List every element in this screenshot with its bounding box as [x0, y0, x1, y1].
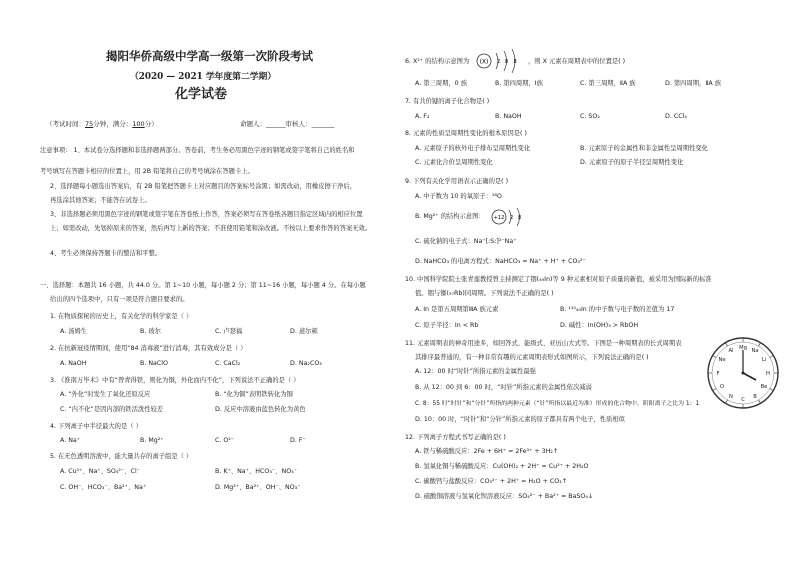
- option-b: B. 氢氧化铜与稀硫酸反应：Cu(OH)₂ + 2H⁺ = Cu²⁺ + 2H₂O: [415, 463, 589, 470]
- option-b: B. K⁺、Na⁺、HCO₃⁻、NO₃⁻: [215, 468, 298, 475]
- option-c: C. OH⁻、HCO₃⁻、Ba²⁺、Na⁺: [60, 484, 147, 491]
- question-12-stem: 12. 下列离子方程式书写正确的是( ): [405, 434, 506, 441]
- notice-line: 注意事项： 1、本试卷分选择题和非选择题两部分。答卷前，考生务必用黑色字迹的钢笔或签字笔将自己的姓名和: [40, 147, 355, 154]
- question-6-suffix: ，则 X 元素在周期表中的位置是( ): [528, 58, 626, 65]
- section-heading: 给出的四个选项中，只有一项是符合题目要求的。: [50, 296, 189, 303]
- option-d: D. 10：00 时，“时针”和“分针”所指元素的原子都具有两个电子，性质相似: [415, 416, 625, 423]
- option-a: A. F₂: [415, 113, 430, 120]
- option-c: C. 8：55 时“时针”和“分针”所指的两种元素（“针”所指以最近为准）形成的化合物中，阴阳离子之比为 1：1: [415, 401, 700, 407]
- option-b: B. Mg²⁺ 的结构示意图：: [415, 213, 485, 220]
- option-c: C. 第三周期，ⅡA 族: [580, 80, 636, 87]
- clock-label: C: [741, 397, 745, 403]
- option-d: D. 碱性：In(OH)₃ > RbOH: [560, 322, 639, 329]
- option-c: C. 卢瑟福: [215, 328, 243, 335]
- shell-count: 8: [505, 59, 509, 65]
- option-b: B. 从 12：00 到 6：00 时，“时针”所指元素的金属性依次减弱: [415, 384, 592, 391]
- option-a: A. 12：00 时“时针”所指元素的金属性最强: [415, 368, 536, 375]
- option-b: B. “化为铜”表明铁转化为铜: [215, 391, 293, 398]
- exam-info: [46, 120, 158, 128]
- option-a: A. 中子数为 10 的氧原子：¹⁸O: [415, 193, 502, 200]
- clock-label: Be: [760, 384, 768, 390]
- diagram-nucleus-label: (X): [479, 58, 489, 66]
- clock-label: Mg: [739, 345, 747, 351]
- clock-center: [742, 372, 745, 375]
- time-label: （考试时间：: [46, 120, 85, 128]
- question-11-stem: 11. 元素周期表的神奇用途多，如回答式、能级式、亚历山大式等。下图是一种周期表的长式周期表: [405, 340, 682, 347]
- question-4-stem: 4. 下列离子中半径最大的是（ ）: [50, 423, 142, 430]
- question-2-stem: 2. 在抗新冠疫情期间，使用“84 消毒液”进行消毒，其有效成分是（ ）: [50, 345, 247, 352]
- option-b: B. 玻尔: [140, 328, 161, 335]
- clock-label: Li: [761, 357, 767, 363]
- clock-label: O: [719, 384, 725, 390]
- year-line: （2020 — 2021 学年度第二学期）: [130, 72, 277, 82]
- notice-line: 考号填写在答题卡相应的位置上，用 2B 铅笔将自己的考号填涂在答题卡上。: [40, 168, 254, 175]
- score-unit: 分）: [144, 120, 158, 128]
- question-9-stem: 9. 下列有关化学用语表示正确的是( ): [405, 178, 509, 185]
- option-a: A. “外化”时发生了氧化还原反应: [60, 391, 151, 398]
- clock-label: Al: [728, 348, 734, 354]
- clock-label: Na: [751, 348, 759, 354]
- option-d: D. Mg²⁺、Ba²⁺、OH⁻、NO₃⁻: [215, 484, 301, 491]
- option-d: D. 元素原子的原子半径呈周期性变化: [580, 159, 684, 166]
- option-a: A. 汤姆生: [60, 328, 88, 335]
- clock-label: F: [716, 371, 720, 377]
- clock-label: Ne: [718, 357, 726, 363]
- question-6-stem: 6. X²⁺ 的结构示意图为: [405, 58, 470, 65]
- option-c: C. SO₂: [580, 113, 600, 120]
- option-b: B. NaClO: [140, 360, 168, 367]
- option-b: B. 第四周期，Ⅰ族: [495, 80, 543, 87]
- option-a: A. 元素原子的核外电子排布呈周期性变化: [415, 145, 531, 152]
- shell-count: 2: [510, 215, 514, 221]
- option-d: D. NaHCO₃ 的电离方程式：NaHCO₃ = Na⁺ + H⁺ + CO₃²⁻: [415, 258, 586, 265]
- shell-count: 8: [513, 59, 517, 65]
- section-heading: 一、选择题：本题共 16 小题，共 44.0 分。第 1~10 小题，每小题 2 分；第 11~16 小题，每小题 4 分。在每小题: [40, 282, 366, 289]
- notice-line: 3、非选择题必须用黑色字迹的钢笔或签字笔在答卷纸上作答，答案必须写在答卷纸各题目指定区域内的相应位置: [50, 211, 363, 218]
- clock-label: B: [753, 394, 757, 400]
- diagram-nucleus-label: +12: [493, 215, 505, 222]
- notice-line: 再选涂其他答案；不能答在试卷上。: [50, 197, 151, 204]
- score-value: 100: [132, 120, 145, 128]
- option-a: A. NaOH: [60, 360, 87, 367]
- option-b: B. 元素原子的金属性和非金属性呈周期性变化: [580, 145, 708, 152]
- option-c: C. O²⁻: [215, 437, 235, 444]
- option-c: C. “内不化”是因内部的铁活泼性较差: [60, 406, 164, 413]
- mg-ion-structure-diagram: [490, 206, 526, 228]
- option-a: A. 铁与稀硫酸反应：2Fe + 6H⁺ = 2Fe³⁺ + 3H₂↑: [415, 448, 559, 455]
- option-b: B. NaOH: [495, 113, 522, 120]
- option-c: C. 碳酸钙与盐酸反应：CO₃²⁻ + 2H⁺ = H₂O + CO₂↑: [415, 478, 568, 485]
- shell-count: 2: [497, 59, 501, 65]
- question-11-stem-cont: 其排序最普通的，有一种非常有趣的元素周期表形式如图所示，下列说法正确的是( ): [415, 354, 649, 361]
- question-8-stem: 8. 元素的性质呈周期性变化的根本原因是( ): [405, 130, 527, 137]
- question-7-stem: 7. 有共价键的离子化合物是( ): [405, 98, 490, 105]
- option-c: C. CaCl₂: [215, 360, 241, 367]
- shell-count: 8: [518, 215, 522, 221]
- time-unit: 分钟，满分：: [93, 120, 133, 128]
- clock-label: H: [766, 371, 770, 377]
- subject-title: 化学试卷: [175, 87, 228, 102]
- option-c: C. 原子半径：In < Rb: [415, 322, 479, 329]
- question-1-stem: 1. 在物质探秘的历史上，有关化学的科学家是（ ）: [50, 313, 193, 320]
- option-a: A. In 是第五周期第ⅢA 族元素: [415, 306, 499, 313]
- option-d: D. F⁻: [290, 437, 306, 444]
- clock-periodic-table-diagram: [706, 336, 780, 410]
- option-a: A. 第三周期，0 族: [415, 80, 467, 87]
- question-5-stem: 5. 在无色透明溶液中，能大量共存的离子组是（ ）: [50, 453, 193, 460]
- notice-line: 上；如需改动，先划掉原来的答案，然后再写上新的答案；不准使用铅笔和涂改液。不按以上要求作答的答案无效。: [50, 225, 372, 232]
- setter-line: 命题人：______审核人：_______: [240, 120, 335, 128]
- notice-line: 2、选择题每小题选出答案后，有 2B 铅笔把答题卡上对应题目的答案标号涂黑；如需改动，用橡皮擦干净后，: [50, 183, 356, 190]
- option-d: D. 反应中溶液由蓝色转化为黄色: [215, 406, 306, 413]
- question-10-stem: 10. 中国科学院院士张青莲教授曾主持测定了铟(₄₉In)等 9 种元素相对原子质量的新值，被采用为国际新的标准: [405, 276, 712, 283]
- question-10-stem-cont: 值。铟与铷(₃₇Rb)同周期。下列说法不正确的是( ): [415, 290, 554, 297]
- time-value: 75: [85, 120, 94, 128]
- option-d: D. Na₂CO₃: [290, 360, 322, 367]
- option-a: A. Cu²⁺、Na⁺、SO₄²⁻、Cl⁻: [60, 468, 141, 475]
- option-c: C. 元素化合价呈周期性变化: [415, 159, 493, 166]
- school-title: 揭阳华侨高级中学高一级第一次阶段考试: [106, 49, 313, 63]
- option-b: B. ¹¹⁵₄₉In 的中子数与电子数的差值为 17: [560, 306, 675, 313]
- option-c: C. 硫化钠的电子式：Na⁺[:S:]²⁻Na⁺: [415, 238, 517, 245]
- option-d: D. 道尔顿: [290, 328, 318, 335]
- option-a: A. Na⁺: [60, 437, 81, 444]
- option-d: D. 第四周期，ⅡA 族: [665, 80, 722, 87]
- option-d: D. 硫酸铜溶液与氢氧化钡溶液反应：SO₄²⁻ + Ba²⁺ = BaSO₄↓: [415, 493, 594, 500]
- notice-line: 4、考生必须保持答题卡的整洁和平整。: [50, 250, 162, 257]
- clock-label: N: [729, 394, 733, 400]
- x-ion-structure-diagram: [474, 48, 524, 74]
- question-3-stem: 3. 《淮南万毕术》中有“曾青得铁，则化为铜，外化而内不化”，下列说法不正确的是（ ）: [50, 377, 300, 384]
- option-b: B. Mg²⁺: [140, 437, 164, 444]
- option-d: D. CCl₄: [665, 113, 687, 120]
